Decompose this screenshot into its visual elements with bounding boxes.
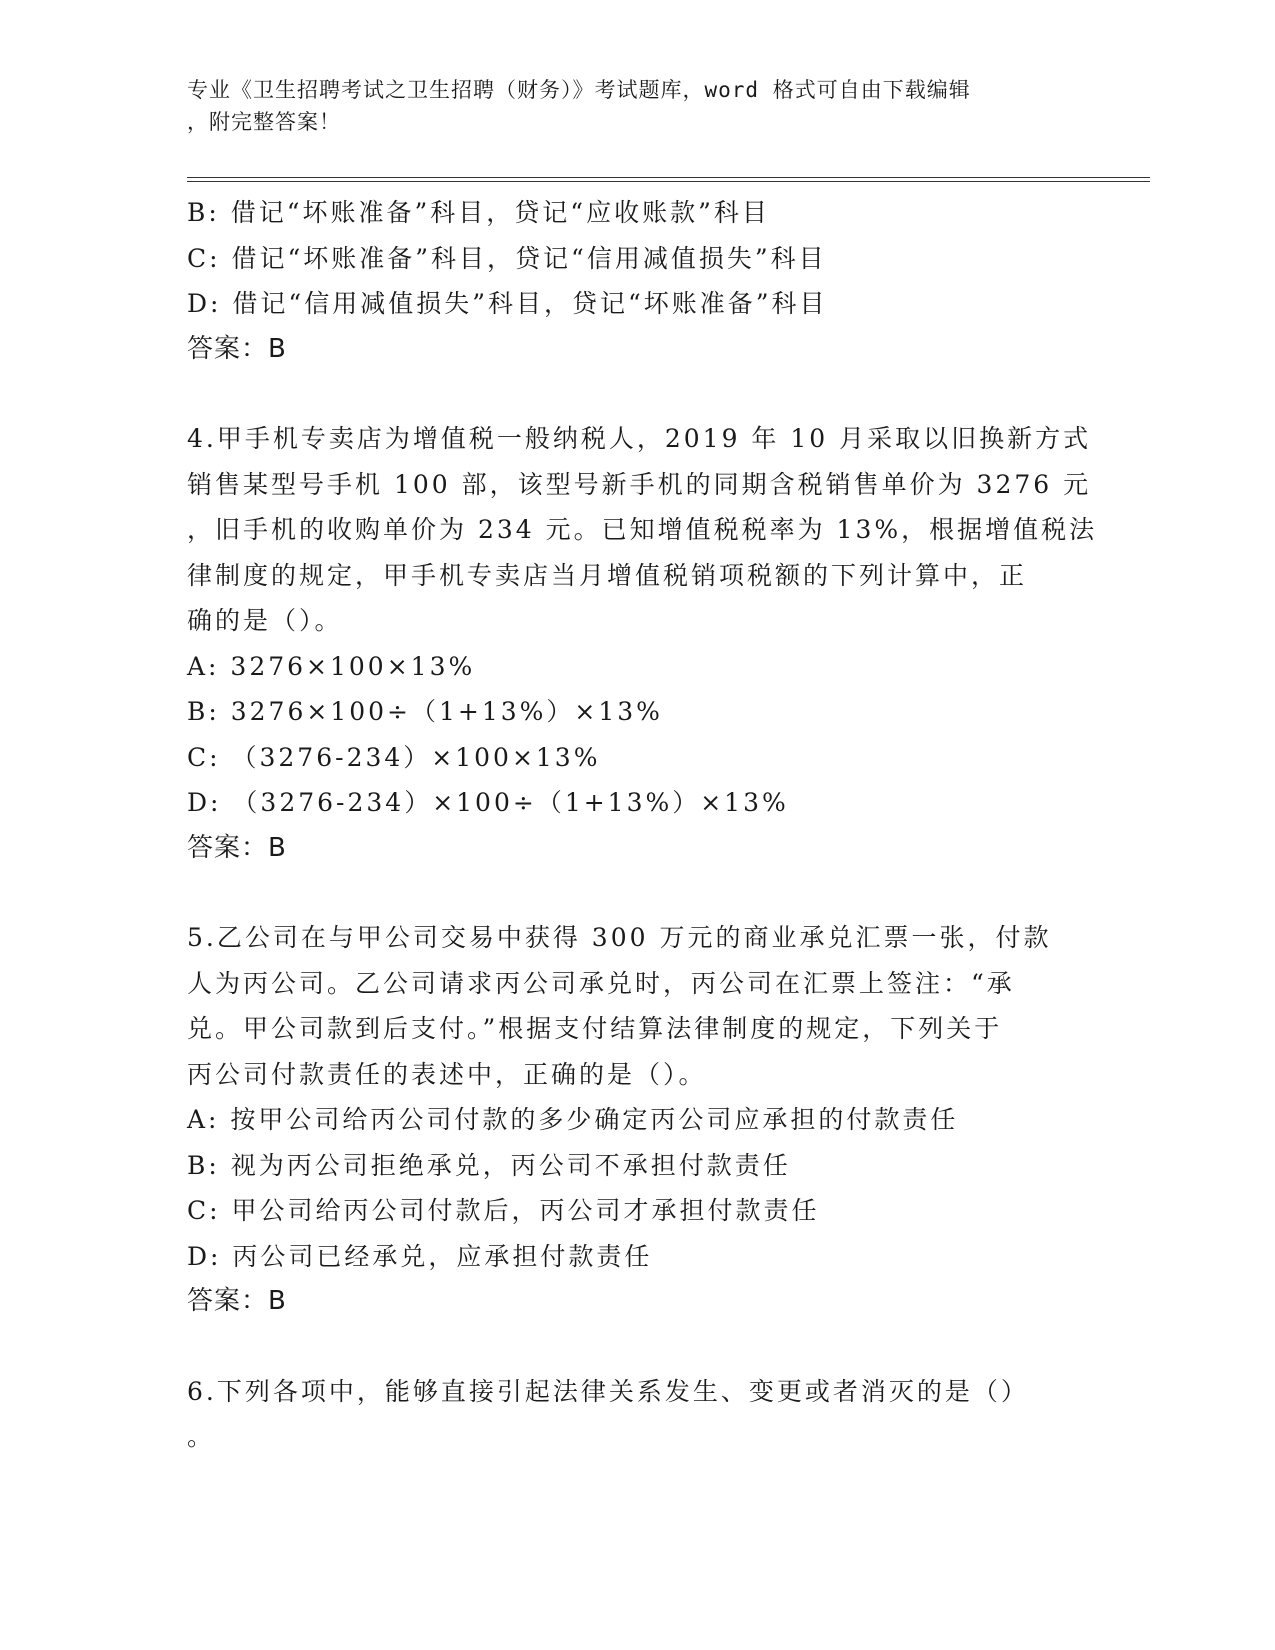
question-text-line: 5.乙公司在与甲公司交易中获得 300 万元的商业承兑汇票一张，付款 [187, 923, 1052, 952]
question-text-line: ，旧手机的收购单价为 234 元。已知增值税税率为 13%，根据增值税法 [187, 515, 1098, 544]
question-6 [187, 1369, 1087, 1460]
question-text-line: 人为丙公司。乙公司请求丙公司承兑时，丙公司在汇票上签注：“承 [187, 968, 1015, 998]
answer: 答案：B [187, 333, 287, 364]
option-c: C: （3276-234）×100×13% [187, 742, 601, 772]
answer: 答案：B [187, 1286, 287, 1316]
question-text-line: 4.甲手机专卖店为增值税一般纳税人，2019 年 10 月采取以旧换新方式 [187, 424, 1092, 453]
option-d: D: 丙公司已经承兑，应承担付款责任 [187, 1241, 653, 1271]
question-3 [187, 190, 1087, 372]
question-4 [187, 416, 1098, 871]
option-a: A: 3276×100×13% [187, 651, 476, 681]
header-line-2: ，附完整答案！ [187, 110, 341, 134]
question-text-line: 销售某型号手机 100 部，该型号新手机的同期含税销售单价为 3276 元 [187, 469, 1092, 499]
option-b: B: 借记“坏账准备”科目，贷记“应收账款”科目 [187, 198, 770, 227]
question-text-line: 确的是（）。 [187, 606, 343, 635]
question-5 [187, 915, 1087, 1325]
answer: 答案：B [187, 832, 287, 863]
question-text-line: 兑。甲公司款到后支付。”根据支付结算法律制度的规定，下列关于 [187, 1014, 1003, 1043]
option-d: D: （3276-234）×100÷（1+13%）×13% [187, 788, 789, 817]
option-b: B: 视为丙公司拒绝承兑，丙公司不承担付款责任 [187, 1150, 791, 1180]
question-text-line: 6.下列各项中，能够直接引起法律关系发生、变更或者消灭的是（） [187, 1376, 1029, 1406]
question-text-line: 律制度的规定，甲手机专卖店当月增值税销项税额的下列计算中，正 [187, 560, 1028, 590]
option-a: A: 按甲公司给丙公司付款的多少确定丙公司应承担的付款责任 [187, 1105, 959, 1134]
document-header [187, 74, 1067, 138]
question-text-line: 丙公司付款责任的表述中，正确的是（）。 [187, 1059, 707, 1089]
header-rule-bottom [187, 181, 1150, 182]
question-text-line: 。 [187, 1422, 216, 1451]
option-b: B: 3276×100÷（1+13%）×13% [187, 697, 663, 726]
option-c: C: 甲公司给丙公司付款后，丙公司才承担付款责任 [187, 1196, 820, 1225]
option-c: C: 借记“坏账准备”科目，贷记“信用减值损失”科目 [187, 243, 827, 273]
document-body [187, 190, 1098, 1460]
option-d: D: 借记“信用减值损失”科目，贷记“坏账准备”科目 [187, 289, 828, 318]
header-line-1: 专业《卫生招聘考试之卫生招聘（财务）》考试题库，word 格式可自由下载编辑 [187, 78, 971, 102]
header-rule-top [187, 177, 1150, 178]
